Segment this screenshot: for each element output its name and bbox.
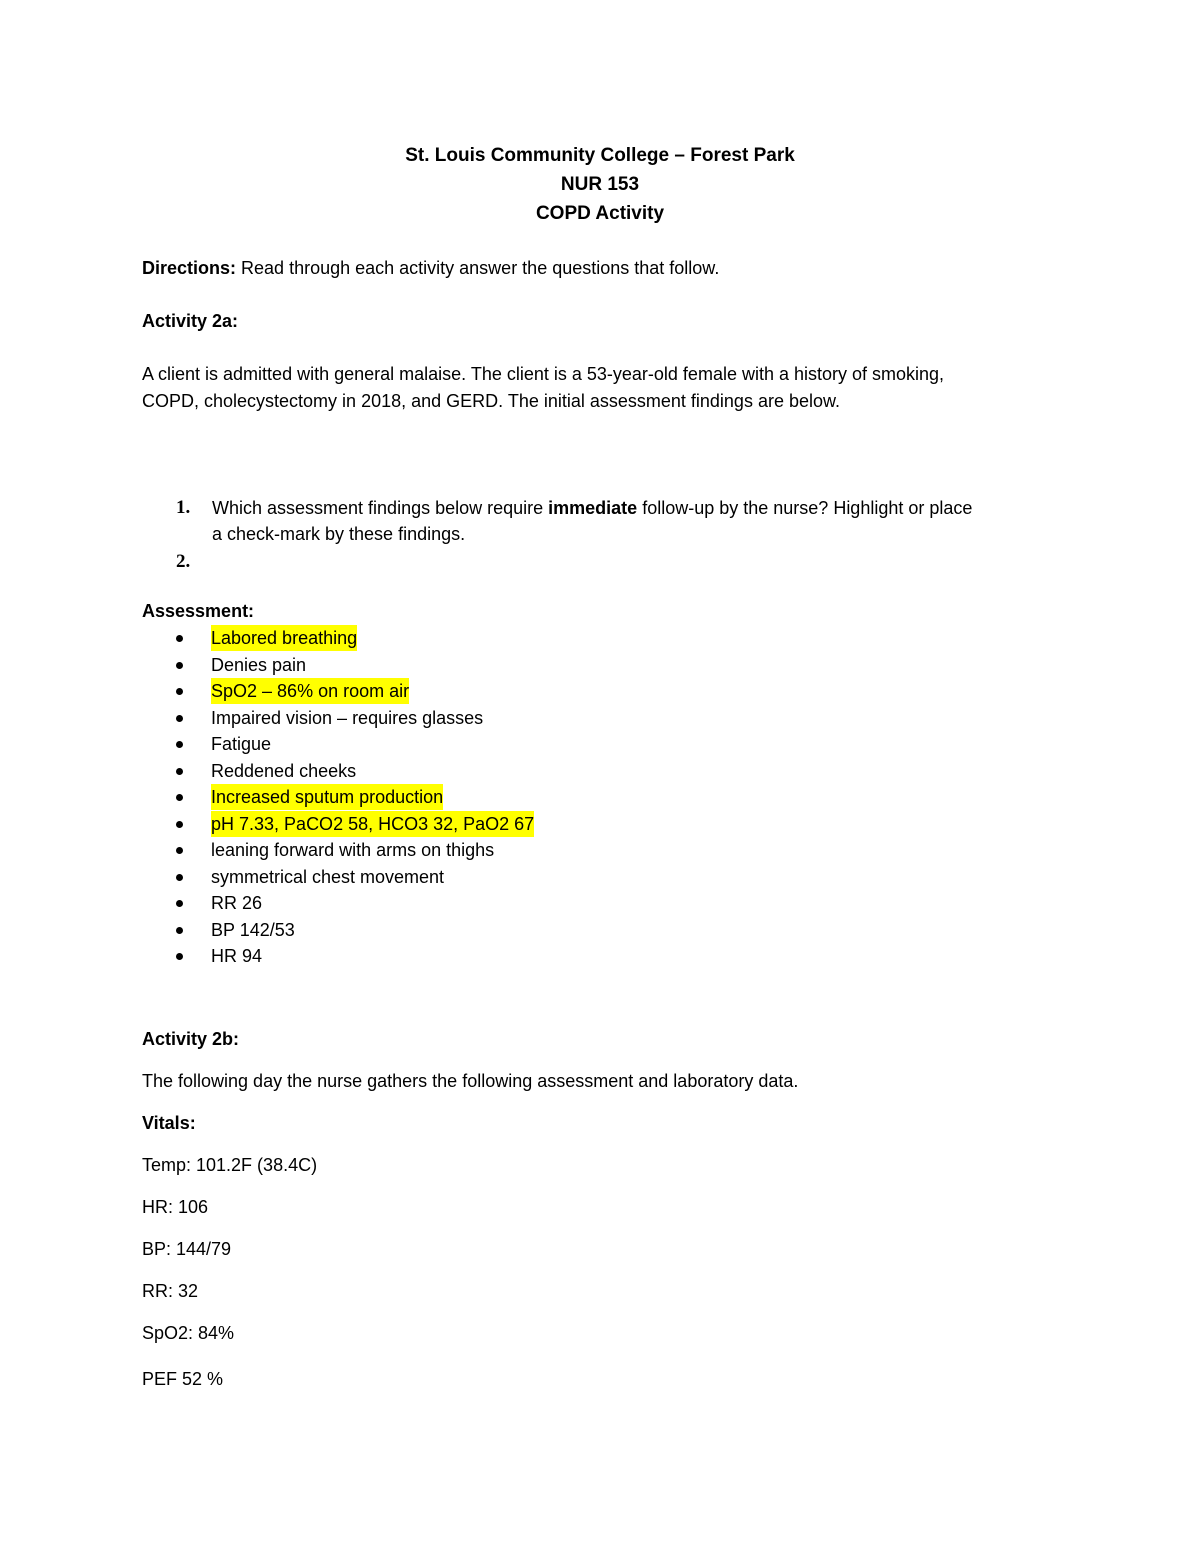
scenario-line-2: COPD, cholecystectomy in 2018, and GERD. The initial assessment findings are below.: [142, 391, 841, 411]
bullet-icon: [176, 794, 183, 801]
bullet-icon: [176, 635, 183, 642]
bullet-icon: [176, 953, 183, 960]
assessment-item-text-highlighted: Increased sputum production: [211, 784, 443, 810]
vital-rr: RR: 32: [142, 1281, 199, 1301]
page-title: COPD Activity: [535, 203, 665, 224]
bullet-icon: [176, 688, 183, 695]
assessment-item-text: Fatigue: [211, 734, 272, 754]
activity-2b-intro: The following day the nurse gathers the following assessment and laboratory data.: [142, 1071, 799, 1091]
vital-hr: HR: 106: [142, 1197, 209, 1217]
activity-2b-heading: Activity 2b:: [142, 1029, 240, 1049]
institution-title: St. Louis Community College – Forest Park: [405, 145, 795, 166]
vital-pef: PEF 52 %: [142, 1369, 224, 1389]
assessment-item-text-highlighted: Labored breathing: [211, 625, 357, 651]
assessment-item-text-highlighted: SpO2 – 86% on room air: [211, 678, 409, 704]
assessment-item-text: HR 94: [211, 946, 263, 966]
bullet-icon: [176, 847, 183, 854]
scenario-line-1: A client is admitted with general malaise. The client is a 53-year-old female with a history of smoking,: [142, 364, 945, 384]
bullet-icon: [176, 821, 183, 828]
course-title: NUR 153: [560, 174, 640, 195]
vital-temp: Temp: 101.2F (38.4C): [142, 1155, 318, 1175]
bullet-icon: [176, 874, 183, 881]
assessment-item-text: Denies pain: [211, 654, 307, 675]
directions: [142, 258, 719, 279]
assessment-item-text: Reddened cheeks: [211, 760, 357, 781]
assessment-item-text: RR 26: [211, 893, 263, 913]
bullet-icon: [176, 900, 183, 907]
assessment-item-text: Impaired vision – requires glasses: [211, 707, 484, 728]
assessment-item-text: leaning forward with arms on thighs: [211, 840, 495, 860]
question-1-line-2: a check-mark by these findings.: [212, 524, 466, 544]
directions-label: Directions:: [142, 258, 237, 278]
question-1-emphasis: immediate: [548, 498, 638, 518]
bullet-icon: [176, 927, 183, 934]
bullet-icon: [176, 741, 183, 748]
assessment-item-text-highlighted: pH 7.33, PaCO2 58, HCO3 32, PaO2 67: [211, 811, 534, 837]
vital-spo2: SpO2: 84%: [142, 1323, 235, 1343]
question-1-text-before: Which assessment findings below require: [212, 498, 549, 518]
directions-text: Read through each activity answer the questions that follow.: [236, 258, 720, 278]
question-1-text: [212, 498, 972, 519]
assessment-item-text: BP 142/53: [211, 919, 295, 940]
assessment-label: Assessment:: [142, 601, 255, 621]
vitals-label: Vitals:: [142, 1113, 196, 1133]
question-2-number: 2.: [176, 551, 191, 572]
assessment-item-text: symmetrical chest movement: [211, 866, 445, 887]
bullet-icon: [176, 662, 183, 669]
activity-2a-heading: Activity 2a:: [142, 311, 239, 331]
vital-bp: BP: 144/79: [142, 1239, 232, 1259]
question-1-text-after: follow-up by the nurse? Highlight or place: [637, 498, 973, 518]
bullet-icon: [176, 768, 183, 775]
question-1-number: 1.: [176, 497, 191, 518]
bullet-icon: [176, 715, 183, 722]
